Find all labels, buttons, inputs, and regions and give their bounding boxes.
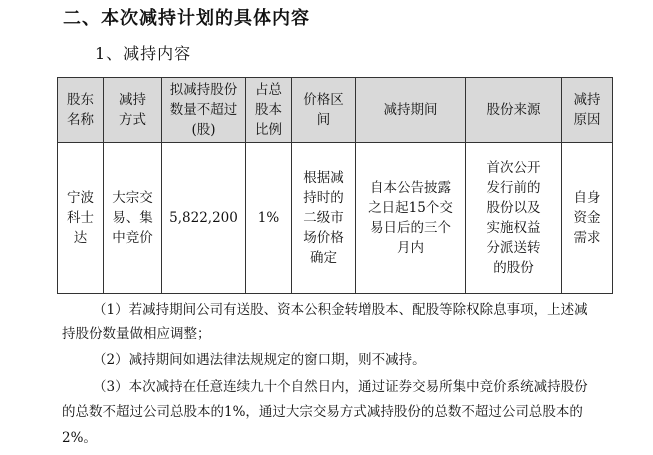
note-1-line-2: 持股份数量做相应调整； xyxy=(62,326,211,342)
cell-price-range: 根据减持时的二级市场价格确定 xyxy=(292,143,356,294)
reduction-plan-table xyxy=(57,77,613,294)
cell-reduction-method: 大宗交易、集中竞价 xyxy=(104,143,162,294)
cell-share-source: 首次公开发行前的股份以及实施权益分派送转的股份 xyxy=(466,143,562,294)
header-share-quantity: 拟减持股份数量不超过(股) xyxy=(162,78,246,143)
cell-shareholder-name: 宁波科士达 xyxy=(58,143,104,294)
header-reduction-method: 减持方式 xyxy=(104,78,162,143)
table-row xyxy=(58,143,613,294)
note-3-line-2: 的总数不超过公司总股本的1%，通过大宗交易方式减持股份的总数不超过公司总股本的 xyxy=(62,404,583,420)
header-shareholder-name: 股东名称 xyxy=(58,78,104,143)
note-3-line-3: 2%。 xyxy=(62,430,97,446)
section-title: 二、本次减持计划的具体内容 xyxy=(63,8,310,29)
subsection-title: 1、减持内容 xyxy=(95,44,192,63)
note-1-line-1: （1）若减持期间公司有送股、资本公积金转增股本、配股等除权除息事项，上述减 xyxy=(93,302,588,318)
note-2: （2）减持期间如遇法律法规规定的窗口期，则不减持。 xyxy=(93,352,426,368)
header-share-source: 股份来源 xyxy=(466,78,562,143)
cell-reduction-reason: 自身资金需求 xyxy=(562,143,613,294)
cell-share-ratio: 1% xyxy=(246,143,292,294)
header-price-range: 价格区间 xyxy=(292,78,356,143)
header-reduction-period: 减持期间 xyxy=(356,78,466,143)
cell-share-quantity: 5,822,200 xyxy=(162,143,246,294)
table-header-row xyxy=(58,78,613,143)
header-share-ratio: 占总股本比例 xyxy=(246,78,292,143)
cell-reduction-period: 自本公告披露之日起15个交易日后的三个月内 xyxy=(356,143,466,294)
note-3-line-1: （3）本次减持在任意连续九十个自然日内，通过证券交易所集中竞价系统减持股份 xyxy=(93,379,588,395)
header-reduction-reason: 减持原因 xyxy=(562,78,613,143)
